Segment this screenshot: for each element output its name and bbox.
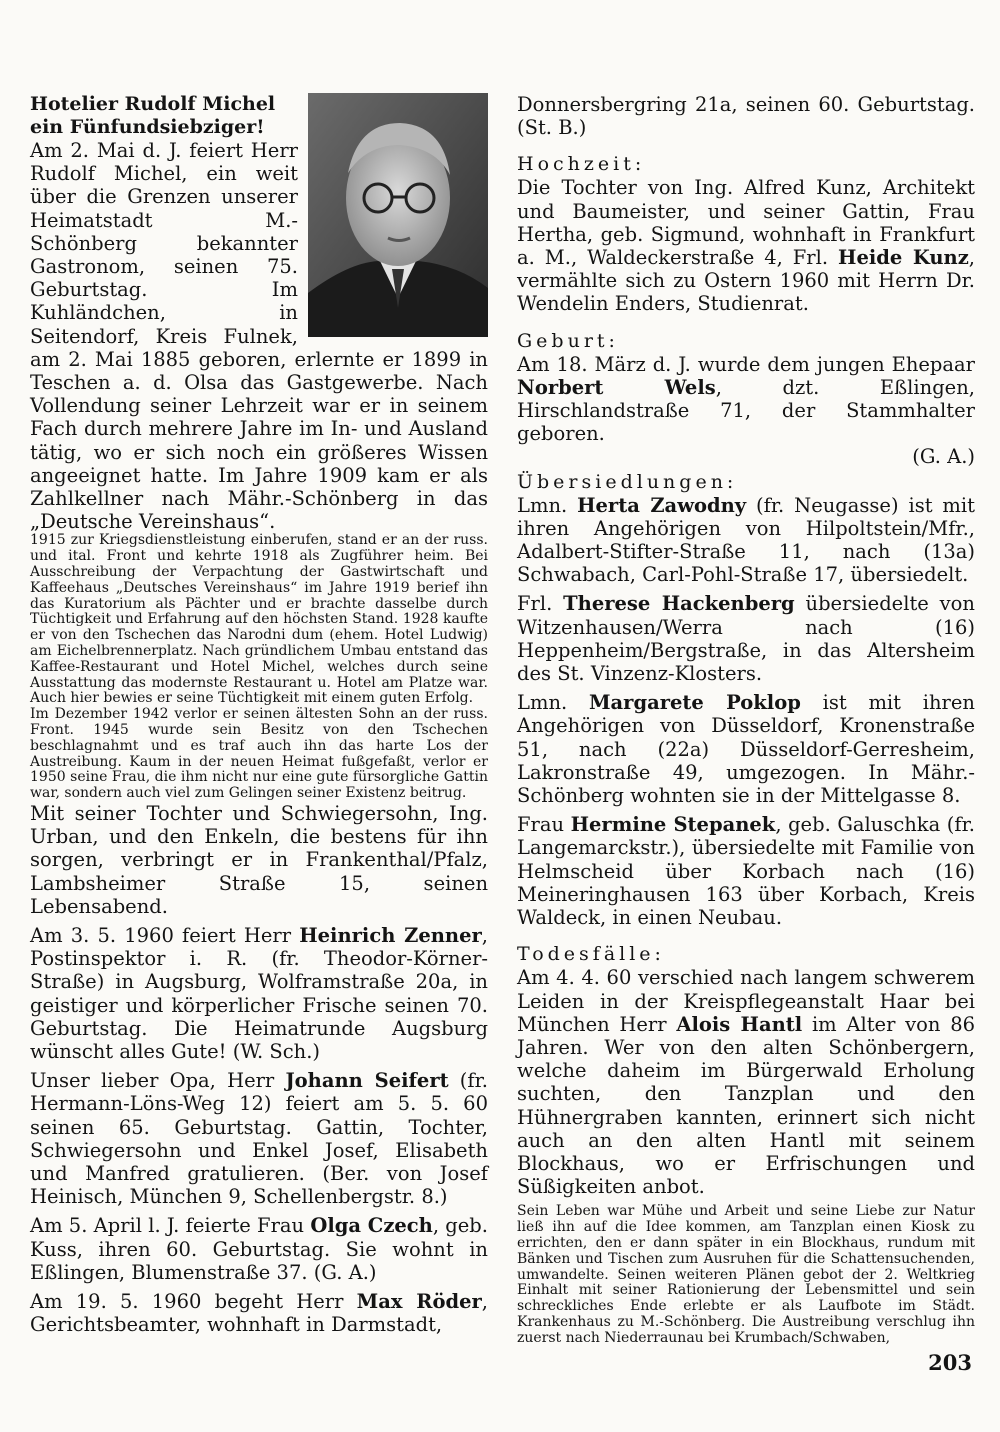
roeder-continued: Donnersbergring 21a, seinen 60. Geburtstag. (St. B.) [517,93,975,140]
michel-detail-1: 1915 zur Kriegsdienstleistung einberufen, stand er an der russ. und ital. Front und kehrte 1918 als Zugführer heim. Bei Ausschreibung der Verpachtung der Gastwirtschaft und Kaffeehaus „Deutsches Vereinshaus“ im Jahre 1919 berief ihn das Kuratorium als Pächter und er brachte dasselbe durch Tüchtigkeit und Erfahrung auf den höchsten Stand. 1928 kaufte er von den Tschechen das Narodni dum (ehem. Hotel Ludwig) am Eichelbrennerplatz. Nach gründlichem Umbau entstand das Kaffee-Restaurant und Hotel Michel, welches durch seine Ausstattung das modernste Restaurant u. Hotel am Platze war. Auch hier bewies er seine Tüchtigkeit mit einem guten Erfolg. [30,532,488,707]
michel-detail-2: Im Dezember 1942 verlor er seinen ältesten Sohn an der russ. Front. 1945 wurde sein Besitz von den Tschechen beschlagnahmt und es traf auch ihn das harte Los der Austreibung. Kaum in der neuen Heimat fußgefaßt, verlor er 1950 seine Frau, die ihm nicht nur eine gute fürsorgliche Gattin war, sondern auch viel zum Gelingen seiner Existenz beitrug. [30,706,488,802]
portrait-image [308,93,488,337]
person-name: Alois Hantl [676,1012,803,1036]
entry-wels: Am 18. März d. J. wurde dem jungen Ehepaar Norbert Wels, dzt. Eßlingen, Hirschlandstraße 71, der Stammhalter geboren. [517,352,975,446]
michel-intro: Am 2. Mai d. J. feiert Herr Rudolf Michel, ein weit über die Grenzen unserer Heimatstadt M.-Schönberg bekannter Gastronom, seinen 75. Geburtstag. Im Kuhländchen, in Seitendorf, Kreis Fulnek, am 2. Mai 1885 geboren, erlernte er 1899 in Teschen a. d. Olsa das Gastgewerbe. Nach Vollendung seiner Lehrzeit war er in seinem Fach durch mehrere Jahre im In- und Ausland tätig, wo er sich noch ein größeres Wissen angeeignet hatte. Im Jahre 1909 kam er als Zahlkellner nach Mähr.-Schönberg in das „Deutsche Vereinshaus“. [30,139,488,534]
person-name: Hermine Stepanek [570,813,776,837]
person-name: Therese Hackenberg [563,592,795,616]
page-number: 203 [928,1350,972,1375]
hantl-detail: Sein Leben war Mühe und Arbeit und seine Liebe zur Natur ließ ihn auf die Idee kommen, am Tanzplan einen Kiosk zu errichten, den er dann später in ein Blockhaus, rundum mit Bänken und Tischen zum Ausruhen für die Schattensuchenden, umwandelte. Seinen weiteren Plänen gebot der 2. Weltkrieg Einhalt mit seiner Rationierung der Lebensmittel und sein schreckliches Ende erlebte er als Laufbote im Städt. Krankenhaus zu M.-Schönberg. Die Austreibung verschlug ihn zuerst nach Niederraunau bei Krumbach/Schwaben, [517,1203,975,1346]
section-uebersiedlungen: Übersiedlungen: [517,470,738,493]
entry-roeder: Am 19. 5. 1960 begeht Herr Max Röder, Gerichtsbeamter, wohnhaft in Darmstadt, [30,1290,488,1337]
portrait-photo [308,93,488,337]
left-column [30,93,488,1336]
person-name: Herta Zawodny [577,493,747,517]
person-name: Norbert Wels [517,375,716,399]
person-name: Heide Kunz [838,246,969,270]
section-hochzeit: Hochzeit: [517,153,646,176]
article-heading: Hotelier Rudolf Michel ein Fünfundsiebziger! [30,93,276,138]
entry-seifert: Unser lieber Opa, Herr Johann Seifert (fr. Hermann-Löns-Weg 12) feiert am 5. 5. 60 seinen 65. Geburtstag. Gattin, Tochter, Schwiegersohn und Enkel Josef, Elisabeth und Manfred gratulieren. (Ber. von Josef Heinisch, München 9, Schellenbergstr. 8.) [30,1069,488,1209]
entry-hackenberg: Frl. Therese Hackenberg übersiedelte von Witzenhausen/Werra nach (16) Heppenheim/Bergstraße, in das Altersheim des St. Vinzenz-Klosters. [517,592,975,686]
person-name: Olga Czech [310,1214,433,1238]
entry-stepanek: Frau Hermine Stepanek, geb. Galuschka (fr. Langemarckstr.), übersiedelte mit Familie von Helmscheid über Korbach nach (16) Meineringhausen 163 über Korbach, Kreis Waldeck, in einen Neubau. [517,813,975,930]
entry-czech: Am 5. April l. J. feierte Frau Olga Czech, geb. Kuss, ihren 60. Geburtstag. Sie wohnt in Eßlingen, Blumenstraße 37. (G. A.) [30,1214,488,1284]
entry-kunz: Die Tochter von Ing. Alfred Kunz, Architekt und Baumeister, und seiner Gattin, Frau Hertha, geb. Sigmund, wohnhaft in Frankfurt a. M., Waldeckerstraße 4, Frl. Heide Kunz, vermählte sich zu Ostern 1960 mit Herrn Dr. Wendelin Enders, Studienrat. [517,176,975,316]
person-name: Max Röder [356,1290,482,1314]
entry-zawodny: Lmn. Herta Zawodny (fr. Neugasse) ist mit ihren Angehörigen von Hilpoltstein/Mfr., Adalbert-Stifter-Straße 11, nach (13a) Schwabach, Carl-Pohl-Straße 17, übersiedelt. [517,493,975,587]
person-name: Johann Seifert [285,1069,449,1093]
entry-poklop: Lmn. Margarete Poklop ist mit ihren Angehörigen von Düsseldorf, Kronenstraße 51, nach (22a) Düsseldorf-Gerresheim, Lakronstraße 49, umgezogen. In Mähr.-Schönberg wohnten sie in der Mittelgasse 8. [517,691,975,808]
person-name: Heinrich Zenner [299,924,482,948]
entry-hantl: Am 4. 4. 60 verschied nach langem schwerem Leiden in der Kreispflegeanstalt Haar bei München Herr Alois Hantl im Alter von 86 Jahren. Wer von den alten Schönbergern, welche daheim im Bürgerwald Erholung suchten, den Tanzplan und den Hühnergraben kannten, erinnert sich nicht auch an den alten Hantl mit seinem Blockhaus, wo er Erfrischungen und Süßigkeiten anbot. [517,966,976,1199]
person-name: Margarete Poklop [588,691,801,715]
section-geburt: Geburt: [517,329,619,352]
michel-closing: Mit seiner Tochter und Schwiegersohn, Ing. Urban, und den Enkeln, die bestens für ihn sorgen, verbringt er in Frankenthal/Pfalz, Lambsheimer Straße 15, seinen Lebensabend. [30,802,488,918]
right-column [517,93,975,1347]
section-todesfaelle: Todesfälle: [517,943,665,966]
entry-zenner: Am 3. 5. 1960 feiert Herr Heinrich Zenner, Postinspektor i. R. (fr. Theodor-Körner-Straße) in Augsburg, Wolframstraße 20a, in geistiger und körperlicher Frische seinen 70. Geburtstag. Die Heimatrunde Augsburg wünscht alles Gute! (W. Sch.) [30,924,488,1064]
wels-signature: (G. A.) [912,445,975,469]
